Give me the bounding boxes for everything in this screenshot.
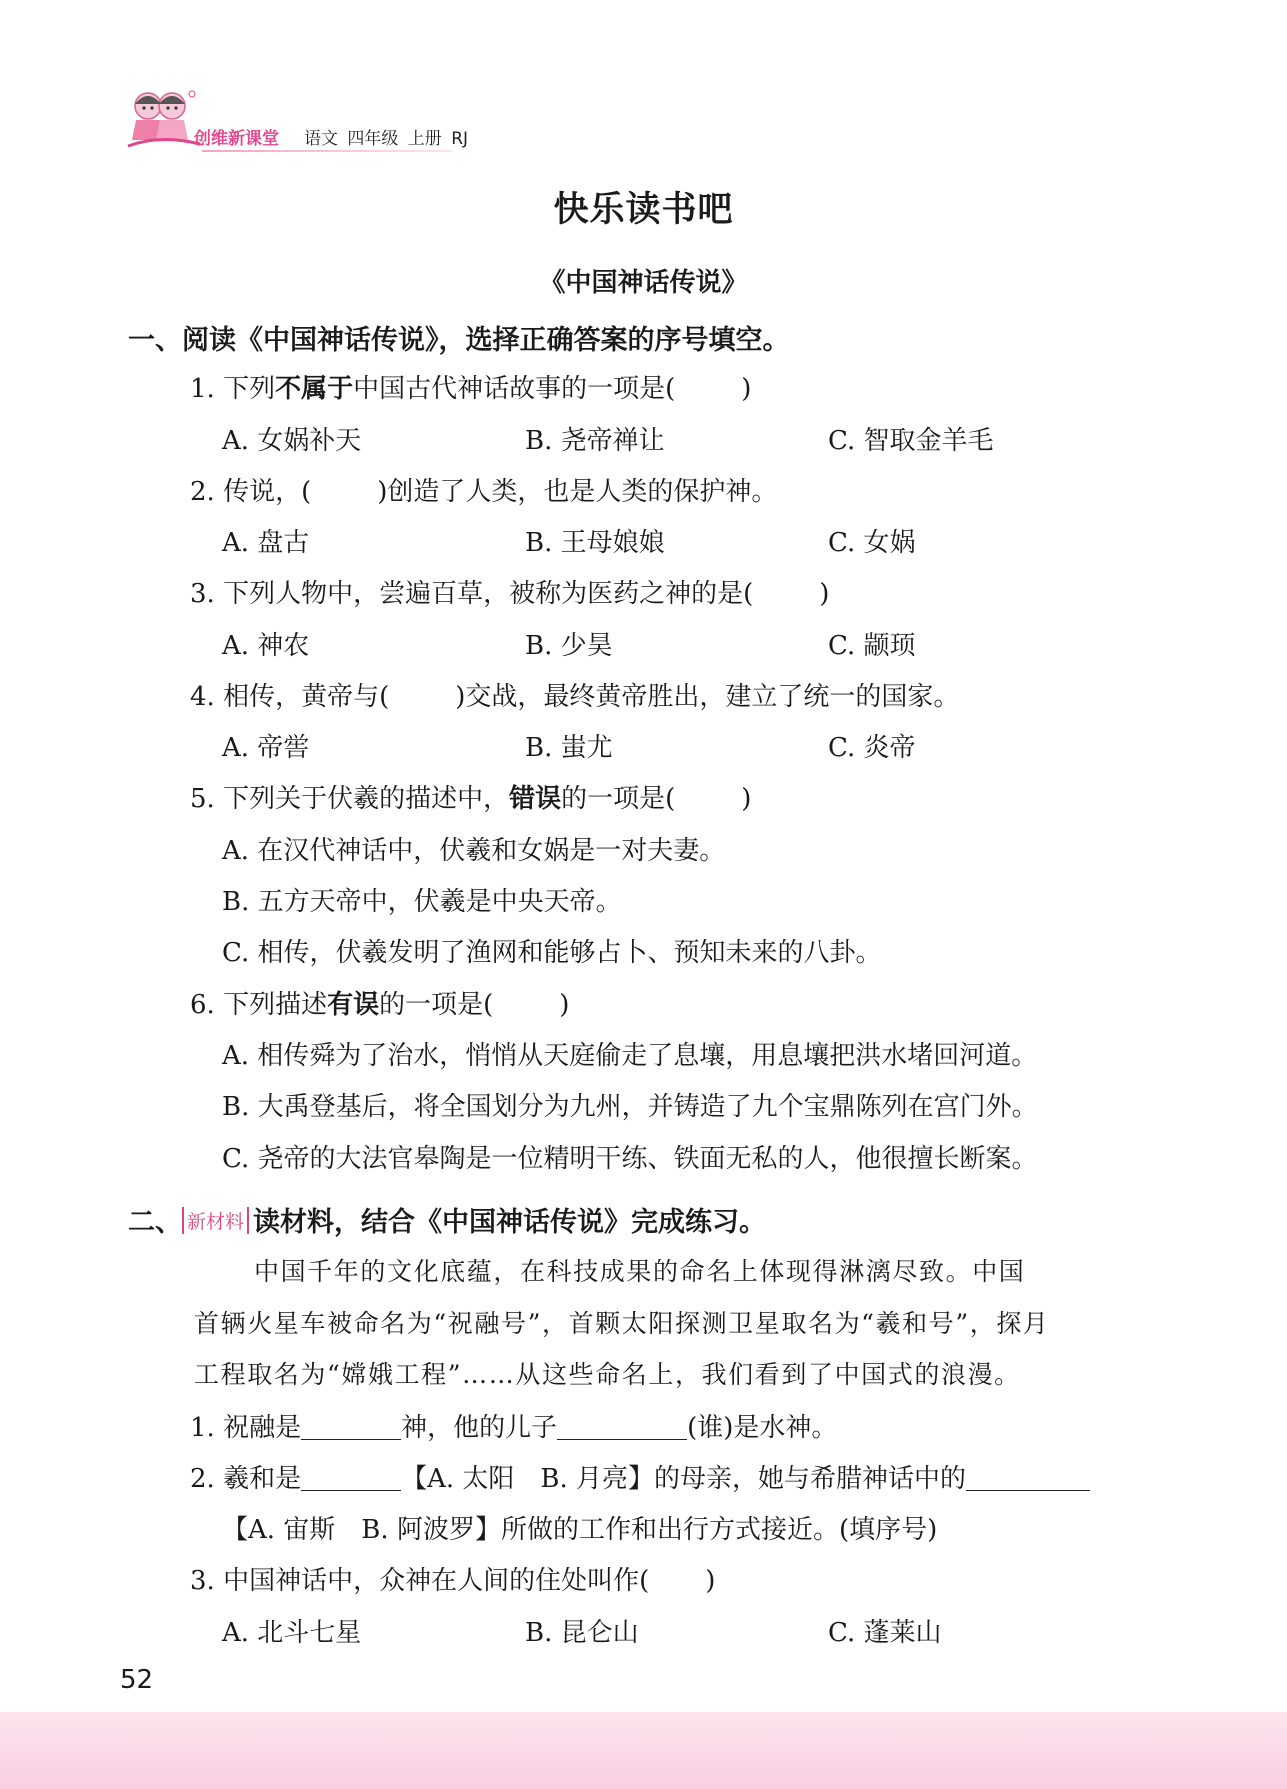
q1-3-pre: 3. 下列人物中，尝遍百草，被称为医药之神的是(	[190, 579, 754, 609]
option-b: B. 尧帝禅让	[525, 426, 665, 456]
q1-4-post: )交战，最终黄帝胜出，建立了统一的国家。	[455, 682, 960, 712]
option-c: C. 颛顼	[828, 631, 916, 661]
option-a: A. 北斗七星	[222, 1618, 362, 1648]
new-material-tag: 新材料	[182, 1207, 249, 1234]
section-1-heading: 一、阅读《中国神话传说》，选择正确答案的序号填空。	[128, 325, 790, 356]
question-1-1	[190, 368, 751, 405]
q1-5-post: 的一项是(	[561, 784, 676, 814]
option-b: B. 昆仑山	[525, 1618, 639, 1648]
question-2-1	[190, 1407, 837, 1444]
question-2-3	[190, 1560, 715, 1597]
question-1-6	[190, 984, 569, 1021]
fill-blank-line[interactable]	[301, 1413, 401, 1440]
page-header	[124, 86, 469, 156]
option-c: C. 炎帝	[828, 733, 916, 763]
question-1-2	[190, 471, 777, 508]
option-b: B. 蚩尤	[525, 733, 613, 763]
option-a: A. 在汉代神话中，伏羲和女娲是一对夫妻。	[222, 836, 726, 866]
question-1-3	[190, 573, 829, 610]
question-2-2-continued: 【A. 宙斯 B. 阿波罗】所做的工作和出行方式接近。(填序号)	[222, 1515, 938, 1545]
q2-2-mid: 【A. 太阳 B. 月亮】的母亲，她与希腊神话中的	[401, 1464, 967, 1494]
q1-6-post: 的一项是(	[379, 990, 494, 1020]
book-meta: 语文 四年级 上册 RJ	[304, 129, 469, 149]
option-b: B. 王母娘娘	[525, 528, 665, 558]
q1-5-close: )	[741, 784, 752, 814]
fill-blank-line[interactable]	[301, 1464, 401, 1491]
fill-blank-line[interactable]	[557, 1413, 687, 1440]
q1-6-emphasis: 有误	[327, 990, 380, 1020]
q1-6-pre: 6. 下列描述	[190, 990, 328, 1020]
question-1-5	[190, 778, 751, 815]
page-number: 52	[120, 1665, 154, 1695]
section-2-heading	[128, 1200, 766, 1239]
option-a: A. 相传舜为了治水，悄悄从天庭偷走了息壤，用息壤把洪水堵回河道。	[222, 1041, 1038, 1071]
option-a: A. 盘古	[222, 528, 310, 558]
question-1-4	[190, 676, 959, 713]
q1-3-close: )	[819, 579, 830, 609]
option-b: B. 少昊	[525, 631, 613, 661]
section-2-title: 读材料，结合《中国神话传说》完成练习。	[253, 1207, 767, 1238]
option-a: A. 神农	[222, 631, 310, 661]
option-a: A. 女娲补天	[222, 426, 362, 456]
q1-2-post: )创造了人类，也是人类的保护神。	[377, 477, 778, 507]
option-c: C. 智取金羊毛	[828, 426, 994, 456]
q1-5-emphasis: 错误	[509, 784, 562, 814]
header-divider	[202, 150, 452, 152]
q1-5-pre: 5. 下列关于伏羲的描述中，	[190, 784, 510, 814]
q1-1-close: )	[741, 374, 752, 404]
material-paragraph-line-2: 首辆火星车被命名为“祝融号”，首颗太阳探测卫星取名为“羲和号”，探月	[194, 1309, 1050, 1338]
page-title: 快乐读书吧	[553, 190, 734, 230]
option-c: C. 相传，伏羲发明了渔网和能够占卜、预知未来的八卦。	[222, 938, 882, 968]
option-a: A. 帝喾	[222, 733, 310, 763]
option-c: C. 蓬莱山	[828, 1618, 942, 1648]
q1-6-close: )	[559, 990, 570, 1020]
mascot-logo-icon	[124, 86, 204, 152]
q1-2-pre: 2. 传说，(	[190, 477, 312, 507]
q1-4-pre: 4. 相传，黄帝与(	[190, 682, 390, 712]
footer-band	[0, 1712, 1287, 1789]
material-paragraph-line-3: 工程取名为“嫦娥工程”……从这些命名上，我们看到了中国式的浪漫。	[194, 1360, 1021, 1389]
q2-2-pre: 2. 羲和是	[190, 1464, 302, 1494]
q2-1-pre: 1. 祝融是	[190, 1413, 302, 1443]
option-c: C. 尧帝的大法官皋陶是一位精明干练、铁面无私的人，他很擅长断案。	[222, 1144, 1038, 1174]
q2-3-close: )	[705, 1566, 716, 1596]
section-2-number: 二、	[128, 1207, 182, 1238]
option-b: B. 五方天帝中，伏羲是中央天帝。	[222, 887, 622, 917]
page-subtitle: 《中国神话传说》	[539, 268, 748, 298]
material-paragraph-line-1: 中国千年的文化底蕴，在科技成果的命名上体现得淋漓尽致。中国	[254, 1257, 1026, 1286]
q1-1-pre: 1. 下列	[190, 374, 276, 404]
q1-1-post: 中国古代神话故事的一项是(	[353, 374, 676, 404]
q1-1-emphasis: 不属于	[275, 374, 354, 404]
q2-3-pre: 3. 中国神话中，众神在人间的住处叫作(	[190, 1566, 650, 1596]
q2-1-post: (谁)是水神。	[687, 1413, 838, 1443]
option-b: B. 大禹登基后，将全国划分为九州，并铸造了九个宝鼎陈列在宫门外。	[222, 1092, 1038, 1122]
question-2-2	[190, 1458, 1090, 1495]
brand-name: 创维新课堂	[194, 129, 279, 149]
q2-1-mid: 神，他的儿子	[401, 1413, 558, 1443]
fill-blank-line[interactable]	[966, 1464, 1090, 1491]
option-c: C. 女娲	[828, 528, 916, 558]
